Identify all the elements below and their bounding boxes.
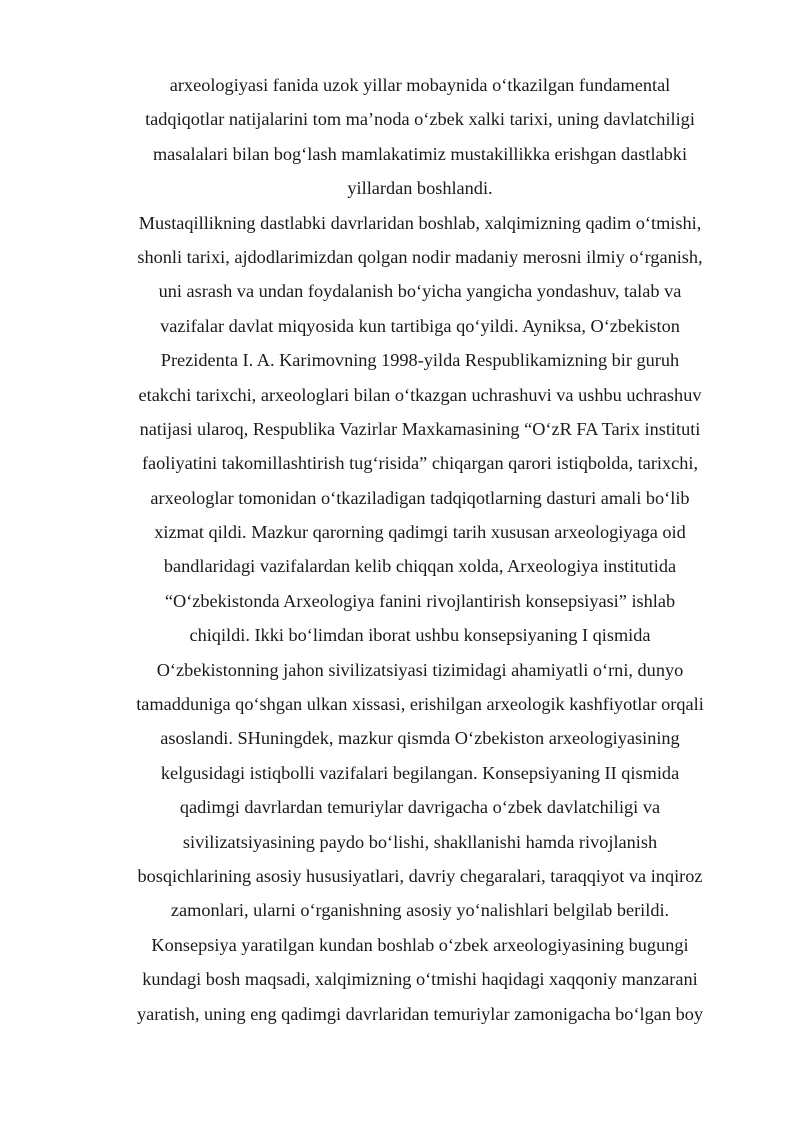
text-line: natijasi ularoq, Respublika Vazirlar Maxkamasining “O‘zR FA Tarix instituti	[139, 418, 701, 439]
text-line: Mustaqillikning dastlabki davrlaridan boshlab, xalqimizning qadim o‘tmishi,	[138, 212, 702, 233]
text-line: kundagi bosh maqsadi, xalqimizning o‘tmishi haqidagi xaqqoniy manzarani	[142, 969, 698, 990]
text-line: qadimgi davrlardan temuriylar davrigacha o‘zbek davlatchiligi va	[179, 797, 661, 818]
text-line: arxeologiyasi fanida uzok yillar mobaynida o‘tkazilgan fundamental	[169, 75, 671, 95]
text-line: bosqichlarining asosiy hususiyatlari, davriy chegaralari, taraqqiyot va inqiroz	[137, 865, 703, 886]
text-line: O‘zbekistonning jahon sivilizatsiyasi tizimidagi ahamiyatli o‘rni, dunyo	[156, 659, 684, 680]
text-line: faoliyatini takomillashtirish tug‘risida” chiqargan qarori istiqbolda, tarixchi,	[141, 453, 699, 474]
text-line: asoslandi. SHuningdek, mazkur qismda O‘zbekiston arxeologiyasining	[160, 728, 680, 749]
text-line: chiqildi. Ikki bo‘limdan iborat ushbu konsepsiyaning I qismida	[189, 625, 651, 646]
text-line: masalalari bilan bog‘lash mamlakatimiz mustakillikka erishgan dastlabki	[152, 143, 688, 164]
text-line: uni asrash va undan foydalanish bo‘yicha yangicha yondashuv, talab va	[158, 281, 682, 302]
text-line: “O‘zbekistonda Arxeologiya fanini rivojlantirish konsepsiyasi” ishlab	[164, 590, 676, 611]
text-line: etakchi tarixchi, arxeologlari bilan o‘tkazgan uchrashuvi va ushbu uchrashuv	[138, 384, 702, 405]
text-line: yaratish, uning eng qadimgi davrlaridan temuriylar zamonigacha bo‘lgan boy	[136, 1003, 704, 1024]
text-line: bandlaridagi vazifalardan kelib chiqqan xolda, Arxeologiya institutida	[163, 556, 677, 577]
text-line: tadqiqotlar natijalarini tom ma’noda o‘zbek xalki tarixi, uning davlatchiligi	[145, 109, 695, 130]
text-line: kelgusidagi istiqbolli vazifalari begilangan. Konsepsiyaning II qismida	[160, 762, 680, 783]
text-line: arxeologlar tomonidan o‘tkaziladigan tadqiqotlarning dasturi amali bo‘lib	[150, 487, 690, 508]
text-line: tamadduniga qo‘shgan ulkan xissasi, erishilgan arxeologik kashfiyotlar orqali	[136, 694, 704, 715]
body-text	[100, 68, 740, 1031]
text-line: Prezidenta I. A. Karimovning 1998-yilda Respublikamizning bir guruh	[160, 350, 680, 371]
text-line: yillardan boshlandi.	[347, 178, 493, 199]
text-line: Konsepsiya yaratilgan kundan boshlab o‘zbek arxeologiyasining bugungi	[151, 934, 689, 955]
text-line: zamonlari, ularni o‘rganishning asosiy yo‘nalishlari belgilab berildi.	[170, 900, 670, 921]
text-line: shonli tarixi, ajdodlarimizdan qolgan nodir madaniy merosni ilmiy o‘rganish,	[137, 246, 703, 267]
text-line: sivilizatsiyasining paydo bo‘lishi, shakllanishi hamda rivojlanish	[182, 831, 658, 852]
text-line: xizmat qildi. Mazkur qarorning qadimgi tarih xususan arxeologiyaga oid	[154, 522, 686, 543]
text-line: vazifalar davlat miqyosida kun tartibiga qo‘yildi. Ayniksa, O‘zbekiston	[160, 315, 680, 336]
